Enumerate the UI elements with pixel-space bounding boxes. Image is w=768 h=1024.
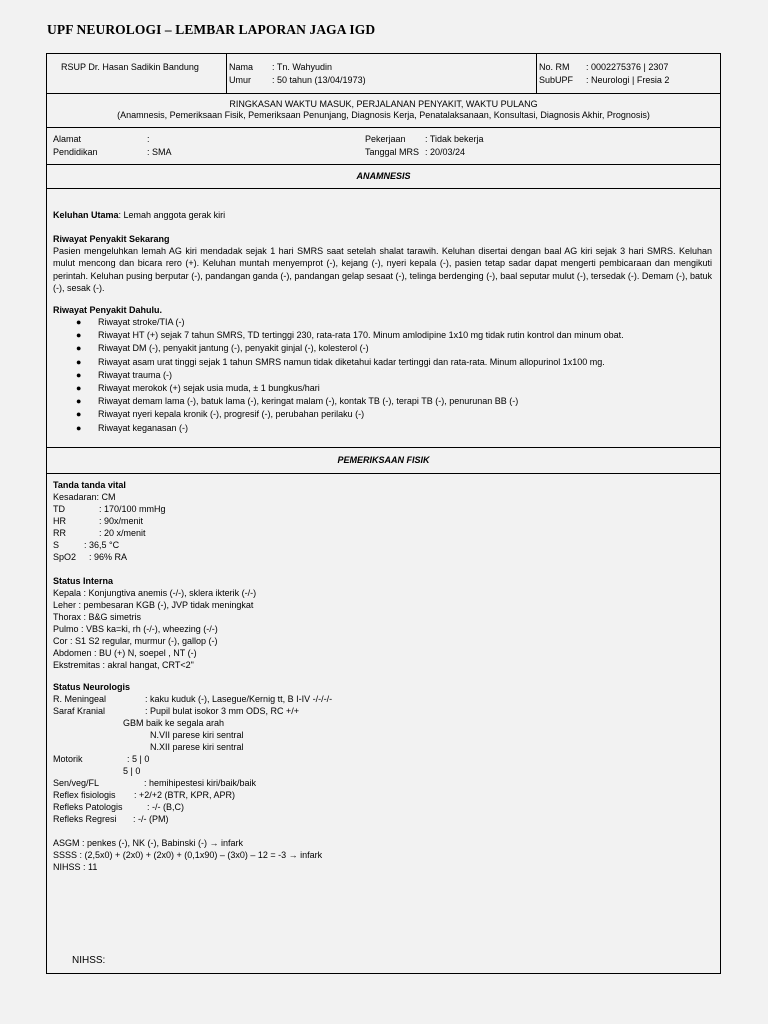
bullet-icon: ● <box>76 330 82 341</box>
rpd-item <box>53 422 624 435</box>
td-value: : 170/100 mmHg <box>99 504 166 514</box>
bullet-icon: ● <box>76 356 82 367</box>
nama-label: Nama <box>229 62 254 72</box>
motorik-line2: 5 | 0 <box>123 766 141 776</box>
sensorik-label: Sen/veg/FL <box>53 778 100 788</box>
meningeal-label: R. Meningeal <box>53 694 107 704</box>
subupf-value: : Neurologi | Fresia 2 <box>586 75 670 85</box>
bullet-icon: ● <box>76 317 82 327</box>
keluhan-utama-label: Keluhan Utama <box>53 210 119 220</box>
alamat-value: : <box>147 134 150 144</box>
pemeriksaan-heading: PEMERIKSAAN FISIK <box>337 455 430 465</box>
gbm: GBM baik ke segala arah <box>123 718 225 728</box>
summary-title: RINGKASAN WAKTU MASUK, PERJALANAN PENYAKIT, WAKTU PULANG <box>229 99 538 109</box>
umur-value: : 50 tahun (13/04/1973) <box>272 75 366 85</box>
rpd-item <box>53 369 624 382</box>
motorik-label: Motorik <box>53 754 83 764</box>
norm-label: No. RM <box>539 62 570 72</box>
n7: N.VII parese kiri sentral <box>150 730 244 740</box>
ssss-score: SSSS : (2,5x0) + (2x0) + (2x0) + (0,1x90) – (3x0) – 12 = -3 → infark <box>53 850 323 860</box>
hospital-cell <box>47 54 227 93</box>
anamnesis-section <box>47 189 720 448</box>
rpd-item <box>53 408 624 421</box>
spo2-label: SpO2 <box>53 552 77 562</box>
nihss-score: NIHSS : 11 <box>53 862 98 872</box>
pekerjaan-label: Pekerjaan <box>365 134 406 144</box>
anamnesis-heading: ANAMNESIS <box>356 171 411 181</box>
pendidikan-value: : SMA <box>147 147 172 157</box>
ttv-heading: Tanda tanda vital <box>53 480 126 490</box>
rpd-item <box>53 356 624 369</box>
interna-line: Thorax : B&G simetris <box>53 612 142 622</box>
rpd-item <box>53 382 624 395</box>
summary-section <box>47 94 720 128</box>
bullet-icon: ● <box>76 396 82 407</box>
pemeriksaan-section <box>47 474 720 973</box>
refleks-regresi-label: Refleks Regresi <box>53 814 117 824</box>
rpd-list <box>53 316 624 435</box>
rpd-item-text: Riwayat keganasan (-) <box>98 422 189 433</box>
bullet-icon: ● <box>76 343 82 354</box>
motorik-line1: : 5 | 0 <box>127 754 150 764</box>
interna-line: Kepala : Konjungtiva anemis (-/-), sklera ikterik (-/-) <box>53 588 257 598</box>
rps-text: Pasien mengeluhkan lemah AG kiri mendadak sejak 1 hari SMRS saat setelah shalat tarawih. Keluhan disertai dengan baal AG kiri sejak 3 hari SMRS. Keluhan mulut mencong dan bicara rero (+). Keluhan muntah menyemprot (-), kejang (-), nyeri kepala (-), pasien tetap sadar dapat mengerti pembicaraan dan mengikuti perintah. Keluhan pusing berputar (-), pandangan ganda (-), pandangan gelap sesaat (-), telinga berdenging (-), baal seputar mulut (-), tersedak (-). Demam (-), batuk (-), sesak (-). <box>53 246 712 293</box>
hospital-name: RSUP Dr. Hasan Sadikin Bandung <box>61 62 199 72</box>
tanggal-mrs-label: Tanggal MRS <box>365 147 420 157</box>
record-cell <box>536 54 720 93</box>
interna-heading: Status Interna <box>53 576 114 586</box>
document-title: UPF NEUROLOGI – LEMBAR LAPORAN JAGA IGD <box>47 22 376 37</box>
reflex-fisiologis-value: : +2/+2 (BTR, KPR, APR) <box>134 790 236 800</box>
asgm-score: ASGM : penkes (-), NK (-), Babinski (-) → infark <box>53 838 244 848</box>
rpd-item-text: Riwayat HT (+) sejak 7 tahun SMRS, TD tertinggi 230, rata-rata 170. Minum amlodipine 1x10 mg tidak rutin kontrol dan minum obat. <box>98 330 624 341</box>
refleks-patologis-label: Refleks Patologis <box>53 802 123 812</box>
suhu-value: : 36,5 °C <box>84 540 120 550</box>
bullet-icon: ● <box>76 383 82 394</box>
umur-label: Umur <box>229 75 251 85</box>
nama-value: : Tn. Wahyudin <box>272 62 333 72</box>
rpd-heading-text: Riwayat Penyakit Dahulu <box>53 305 160 315</box>
hr-value: : 90x/menit <box>99 516 144 526</box>
subupf-label: SubUPF <box>539 75 574 85</box>
tanggal-mrs-value: : 20/03/24 <box>425 147 466 157</box>
pekerjaan-value: : Tidak bekerja <box>425 134 484 144</box>
td-label: TD <box>53 504 65 514</box>
rpd-item-text: Riwayat merokok (+) sejak usia muda, ± 1 bungkus/hari <box>98 383 320 394</box>
refleks-patologis-value: : -/- (B,C) <box>147 802 184 812</box>
pemeriksaan-heading-row <box>47 448 720 474</box>
saraf-kranial-value: : Pupil bulat isokor 3 mm ODS, RC +/+ <box>145 706 300 716</box>
neuro-heading: Status Neurologis <box>53 682 131 692</box>
saraf-kranial-label: Saraf Kranial <box>53 706 106 716</box>
kesadaran: Kesadaran: CM <box>53 492 116 502</box>
rpd-item-text: Riwayat stroke/TIA (-) <box>98 317 185 327</box>
patient-identity-cell <box>226 54 537 93</box>
rpd-item <box>53 329 624 342</box>
interna-line: Abdomen : BU (+) N, soepel , NT (-) <box>53 648 197 658</box>
sensorik-value: : hemihipestesi kiri/baik/baik <box>144 778 257 788</box>
interna-line: Leher : pembesaran KGB (-), JVP tidak meningkat <box>53 600 254 610</box>
interna-line: Ekstremitas : akral hangat, CRT<2" <box>53 660 194 670</box>
refleks-regresi-value: : -/- (PM) <box>133 814 169 824</box>
summary-subtitle: (Anamnesis, Pemeriksaan Fisik, Pemeriksaan Penunjang, Diagnosis Kerja, Penatalaksanaan, Konsultasi, Diagnosis Akhir, Prognosis) <box>117 110 650 120</box>
rps-heading: Riwayat Penyakit Sekarang <box>53 234 170 244</box>
norm-value: : 0002275376 | 2307 <box>586 62 669 72</box>
hr-label: HR <box>53 516 66 526</box>
anamnesis-heading-row <box>47 165 720 189</box>
interna-line: Pulmo : VBS ka=ki, rh (-/-), wheezing (-/-) <box>53 624 218 634</box>
suhu-label: S <box>53 540 60 550</box>
nihss-footer-label: NIHSS: <box>72 955 106 966</box>
bullet-icon: ● <box>76 422 82 433</box>
rr-value: : 20 x/menit <box>99 528 146 538</box>
reflex-fisiologis-label: Reflex fisiologis <box>53 790 116 800</box>
bullet-icon: ● <box>76 409 82 420</box>
rpd-item <box>53 342 624 355</box>
n12: N.XII parese kiri sentral <box>150 742 244 752</box>
alamat-label: Alamat <box>53 134 82 144</box>
keluhan-utama-value: : Lemah anggota gerak kiri <box>118 210 226 220</box>
pendidikan-label: Pendidikan <box>53 147 98 157</box>
spo2-value: : 96% RA <box>89 552 128 562</box>
rpd-item-text: Riwayat DM (-), penyakit jantung (-), penyakit ginjal (-), kolesterol (-) <box>98 343 369 354</box>
rpd-item-text: Riwayat nyeri kepala kronik (-), progresif (-), perubahan perilaku (-) <box>98 409 365 420</box>
rr-label: RR <box>53 528 66 538</box>
keluhan-utama <box>53 209 712 221</box>
rpd-item-text: Riwayat asam urat tinggi sejak 1 tahun SMRS namun tidak diketahui kadar tertinggi dan rata-rata. Minum allopurinol 1x100 mg. <box>98 356 605 367</box>
rpd-item-text: Riwayat trauma (-) <box>98 369 173 380</box>
rpd-item <box>53 395 624 408</box>
bullet-icon: ● <box>76 369 82 380</box>
report-frame <box>46 53 721 974</box>
patient-info-section <box>47 128 720 165</box>
rpd-heading: Riwayat Penyakit Dahulu. <box>53 305 163 315</box>
meningeal-value: : kaku kuduk (-), Lasegue/Kernig tt, B I-IV -/-/-/- <box>145 694 333 704</box>
patient-header <box>47 54 720 94</box>
interna-line: Cor : S1 S2 regular, murmur (-), gallop (-) <box>53 636 218 646</box>
interna-list <box>53 587 256 671</box>
rpd-item <box>53 316 624 329</box>
rpd-item-text: Riwayat demam lama (-), batuk lama (-), keringat malam (-), kontak TB (-), terapi TB (-), penurunan BB (-) <box>98 396 519 407</box>
